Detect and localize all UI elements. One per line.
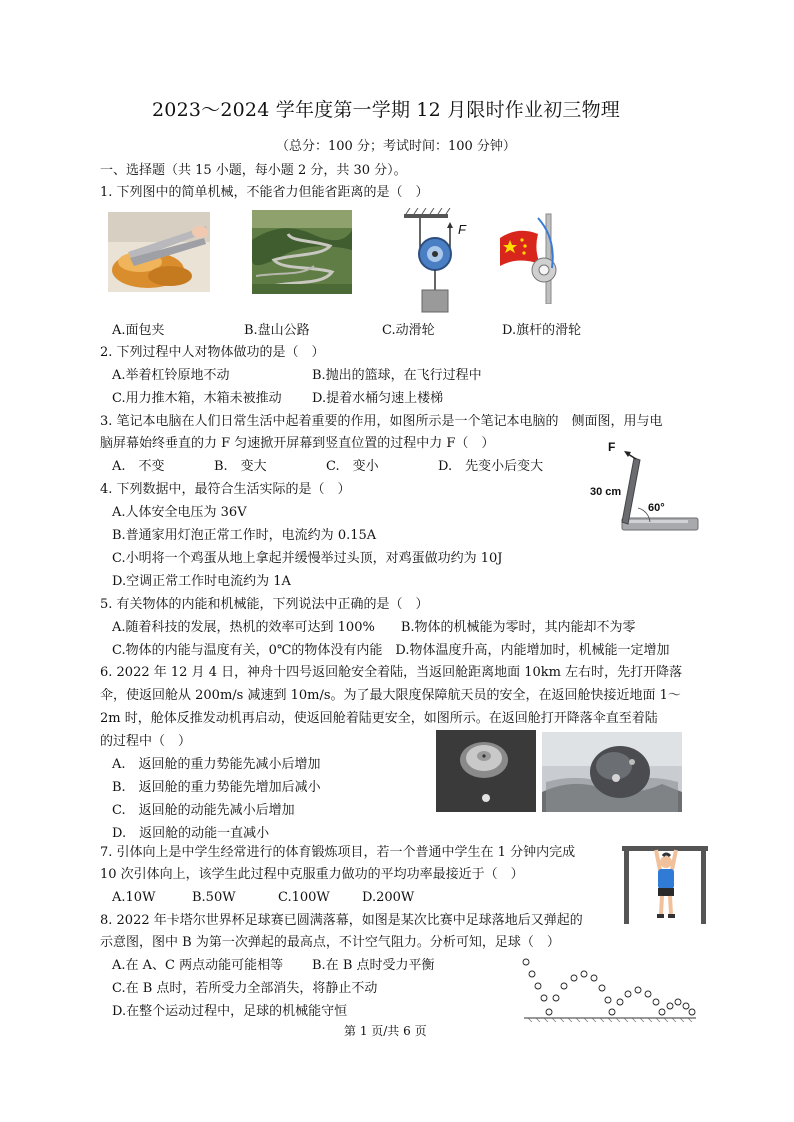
parachute-photo bbox=[436, 730, 536, 812]
bread-clip-image bbox=[108, 212, 210, 292]
q6-option-d: D. 返回舱的动能一直减小 bbox=[112, 826, 270, 841]
q3-option-c: C. 变小 bbox=[326, 459, 379, 474]
q6-line-1: 6. 2022 年 12 月 4 日，神舟十四号返回舱安全着陆，当返回舱距离地面 10km 左右时，先打开降落 bbox=[100, 665, 683, 680]
q6-option-c: C. 返回舱的动能先减小后增加 bbox=[112, 803, 295, 818]
q7-option-d: D.200W bbox=[362, 890, 415, 905]
q6-option-a: A. 返回舱的重力势能先减小后增加 bbox=[112, 757, 321, 772]
laptop-force-label: F bbox=[608, 440, 616, 454]
q3-line-2: 脑屏幕始终垂直的力 F 匀速掀开屏幕到竖直位置的过程中力 F（ ） bbox=[100, 436, 495, 451]
pulley-force-label: F bbox=[458, 222, 466, 237]
q7-line-1: 7. 引体向上是中学生经常进行的体育锻炼项目，若一个普通中学生在 1 分钟内完成 bbox=[100, 845, 576, 860]
q8-option-b: B.在 B 点时受力平衡 bbox=[312, 958, 435, 973]
q3-option-a: A. 不变 bbox=[112, 459, 165, 474]
movable-pulley-image bbox=[400, 208, 476, 314]
q6-line-3: 2m 时，舱体反推发动机再启动，使返回舱着陆更安全，如图所示。在返回舱打开降落伞直至着陆 bbox=[100, 711, 658, 726]
q4-option-b: B.普通家用灯泡正常工作时，电流约为 0.15A bbox=[112, 528, 377, 543]
page-subtitle: （总分：100 分；考试时间：100 分钟） bbox=[276, 139, 516, 154]
q1-option-c: C.动滑轮 bbox=[382, 323, 435, 338]
laptop-angle-label: 60° bbox=[648, 502, 665, 514]
q4-option-c: C.小明将一个鸡蛋从地上拿起并缓慢举过头顶，对鸡蛋做功约为 10J bbox=[112, 551, 503, 566]
q7-line-2: 10 次引体向上，该学生此过程中克服重力做功的平均功率最接近于（ ） bbox=[100, 867, 524, 882]
flagpole-pulley-image bbox=[494, 208, 562, 304]
q6-line-4: 的过程中（ ） bbox=[100, 734, 192, 749]
q3-line-1: 3. 笔记本电脑在人们日常生活中起着重要的作用，如图所示是一个笔记本电脑的 侧面图，用与电 bbox=[100, 414, 663, 429]
q4-stem: 4. 下列数据中，最符合生活实际的是（ ） bbox=[100, 482, 351, 497]
q8-line-1: 8. 2022 年卡塔尔世界杯足球赛已圆满落幕，如图是某次比赛中足球落地后又弹起的 bbox=[100, 913, 583, 928]
q5-options-cd: C.物体的内能与温度有关，0℃的物体没有内能 D.物体温度升高，内能增加时，机械能一定增加 bbox=[112, 643, 670, 658]
q2-option-a: A.举着杠铃原地不动 bbox=[112, 368, 230, 383]
q8-option-a: A.在 A、C 两点动能可能相等 bbox=[112, 958, 284, 973]
q8-line-2: 示意图，图中 B 为第一次弹起的最高点，不计空气阻力。分析可知，足球（ ） bbox=[100, 935, 560, 950]
laptop-diagram bbox=[588, 440, 700, 538]
q8-option-c: C.在 B 点时，若所受力全部消失，将静止不动 bbox=[112, 981, 378, 996]
laptop-length-label: 30 cm bbox=[590, 486, 622, 498]
q4-option-a: A.人体安全电压为 36V bbox=[112, 505, 247, 520]
q1-option-a: A.面包夹 bbox=[112, 323, 165, 338]
q7-option-a: A.10W bbox=[112, 890, 156, 905]
q2-option-c: C.用力推木箱，木箱未被推动 bbox=[112, 391, 282, 406]
q5-options-ab: A.随着科技的发展，热机的效率可达到 100% B.物体的机械能为零时，其内能却不为零 bbox=[112, 620, 636, 635]
q6-line-2: 伞，使返回舱从 200m/s 减速到 10m/s。为了最大限度保障航天员的安全，在返回舱快接近地面 1～ bbox=[100, 688, 681, 703]
mountain-road-image bbox=[252, 210, 352, 294]
q2-option-d: D.提着水桶匀速上楼梯 bbox=[312, 391, 444, 406]
q3-option-d: D. 先变小后变大 bbox=[438, 459, 544, 474]
bouncing-ball-diagram bbox=[520, 950, 700, 1024]
q7-option-c: C.100W bbox=[278, 890, 330, 905]
pull-up-illustration bbox=[618, 840, 712, 924]
section-heading: 一、选择题（共 15 小题，每小题 2 分，共 30 分）。 bbox=[100, 163, 407, 178]
q5-stem: 5. 有关物体的内能和机械能，下列说法中正确的是（ ） bbox=[100, 597, 429, 612]
q1-option-b: B.盘山公路 bbox=[244, 323, 310, 338]
q6-option-b: B. 返回舱的重力势能先增加后减小 bbox=[112, 780, 321, 795]
q8-option-d: D.在整个运动过程中，足球的机械能守恒 bbox=[112, 1004, 348, 1019]
q3-option-b: B. 变大 bbox=[214, 459, 267, 474]
q4-option-d: D.空调正常工作时电流约为 1A bbox=[112, 574, 291, 589]
q7-option-b: B.50W bbox=[192, 890, 236, 905]
q2-option-b: B.抛出的篮球，在飞行过程中 bbox=[312, 368, 482, 383]
q1-option-d: D.旗杆的滑轮 bbox=[502, 323, 582, 338]
capsule-landing-photo bbox=[542, 732, 682, 812]
page-footer: 第 1 页/共 6 页 bbox=[344, 1024, 427, 1038]
page-title: 2023～2024 学年度第一学期 12 月限时作业初三物理 bbox=[152, 99, 621, 121]
q1-stem: 1. 下列图中的简单机械，不能省力但能省距离的是（ ） bbox=[100, 185, 429, 200]
q2-stem: 2. 下列过程中人对物体做功的是（ ） bbox=[100, 345, 325, 360]
